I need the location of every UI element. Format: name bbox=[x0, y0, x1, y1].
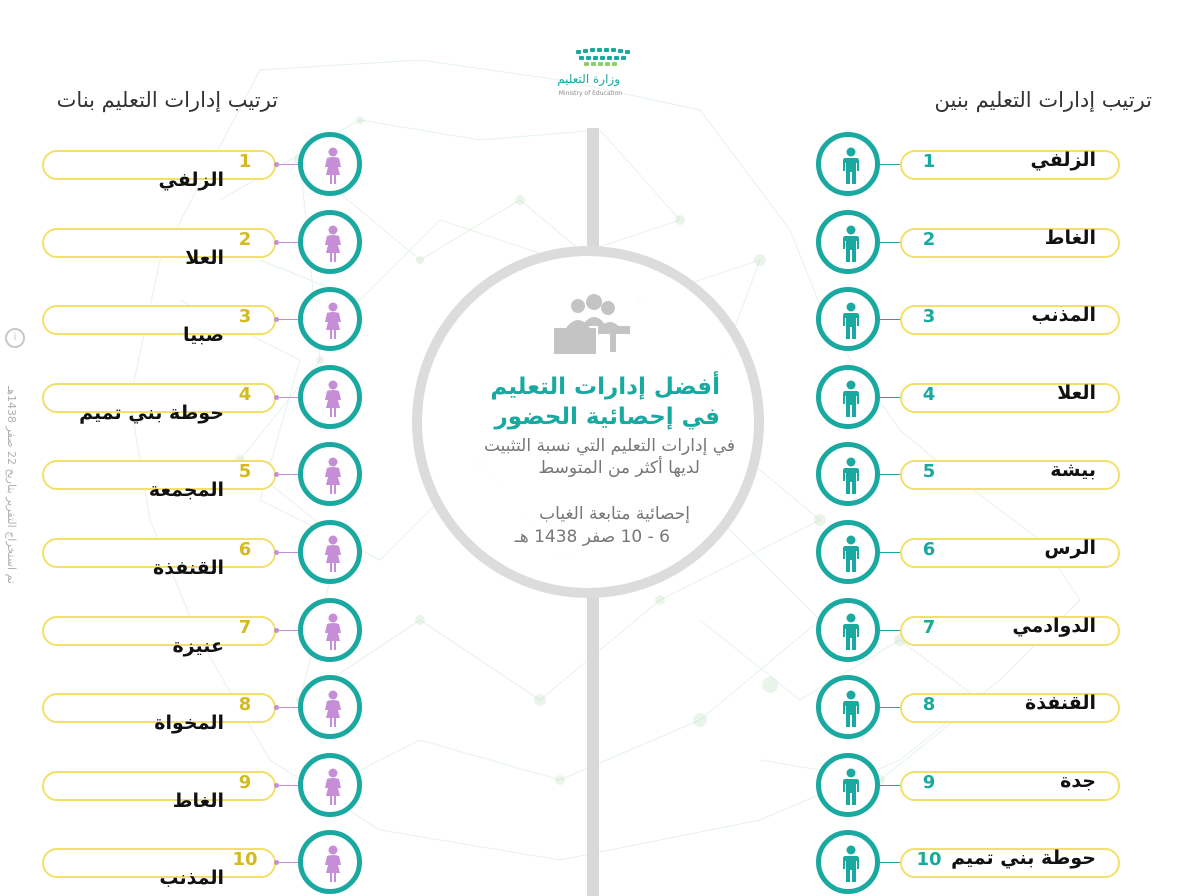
boys-connector-line bbox=[880, 164, 902, 165]
male-person-icon bbox=[840, 302, 862, 340]
girls-rank-number: 4 bbox=[238, 384, 252, 405]
logo-mark-icon bbox=[572, 46, 642, 70]
boys-avatar-circle bbox=[816, 442, 880, 506]
male-person-icon bbox=[840, 457, 862, 495]
girls-connector-dot bbox=[274, 550, 279, 555]
girls-rank-number: 9 bbox=[238, 772, 252, 793]
center-headline-line2: في إحصائية الحضور bbox=[494, 404, 720, 430]
boys-school-name: بيشة bbox=[1050, 459, 1096, 481]
girls-ranking-row bbox=[42, 365, 362, 431]
girls-connector-dot bbox=[274, 705, 279, 710]
girls-avatar-circle bbox=[298, 598, 362, 662]
girls-school-name: المجمعة bbox=[148, 479, 224, 501]
boys-rank-number: 10 bbox=[916, 849, 942, 870]
female-person-icon bbox=[322, 845, 344, 883]
girls-ranking-row bbox=[42, 520, 362, 586]
female-person-icon bbox=[322, 457, 344, 495]
girls-avatar-circle bbox=[298, 132, 362, 196]
center-divider-bottom bbox=[587, 596, 599, 896]
female-person-icon bbox=[322, 147, 344, 185]
boys-avatar-circle bbox=[816, 520, 880, 584]
center-headline-line1: أفضل إدارات التعليم bbox=[490, 374, 720, 400]
center-subtitle-line1: في إدارات التعليم التي نسبة التثبيت bbox=[483, 436, 735, 456]
boys-school-name: العلا bbox=[1057, 382, 1096, 404]
girls-connector-line bbox=[276, 630, 300, 631]
girls-ranking-row bbox=[42, 210, 362, 276]
male-person-icon bbox=[840, 613, 862, 651]
boys-avatar-circle bbox=[816, 830, 880, 894]
boys-school-name: الرس bbox=[1044, 537, 1096, 559]
side-info-badge: i bbox=[5, 328, 25, 348]
girls-connector-dot bbox=[274, 240, 279, 245]
boys-column-title: ترتيب إدارات التعليم بنين bbox=[934, 88, 1152, 112]
boys-school-name: الزلفي bbox=[1030, 149, 1096, 171]
girls-school-name: حوطة بني تميم bbox=[79, 402, 224, 424]
boys-rank-number: 2 bbox=[922, 229, 936, 250]
girls-rank-number: 1 bbox=[238, 151, 252, 172]
boys-connector-line bbox=[880, 474, 902, 475]
boys-avatar-circle bbox=[816, 753, 880, 817]
boys-avatar-circle bbox=[816, 365, 880, 429]
female-person-icon bbox=[322, 613, 344, 651]
girls-connector-dot bbox=[274, 783, 279, 788]
classroom-icon bbox=[548, 288, 638, 356]
girls-rank-number: 7 bbox=[238, 617, 252, 638]
boys-rank-number: 8 bbox=[922, 694, 936, 715]
female-person-icon bbox=[322, 690, 344, 728]
boys-avatar-circle bbox=[816, 210, 880, 274]
boys-avatar-circle bbox=[816, 598, 880, 662]
girls-connector-dot bbox=[274, 472, 279, 477]
girls-connector-line bbox=[276, 164, 300, 165]
boys-rank-number: 6 bbox=[922, 539, 936, 560]
girls-school-name: المخواة bbox=[154, 712, 224, 734]
girls-school-name: القنفذة bbox=[153, 557, 224, 579]
male-person-icon bbox=[840, 225, 862, 263]
female-person-icon bbox=[322, 535, 344, 573]
girls-column-title: ترتيب إدارات التعليم بنات bbox=[56, 88, 278, 112]
girls-connector-dot bbox=[274, 162, 279, 167]
girls-school-name: عنيزة bbox=[172, 635, 224, 657]
center-subtitle-line2: لديها أكثر من المتوسط bbox=[538, 458, 700, 478]
girls-ranking-row bbox=[42, 287, 362, 353]
girls-ranking-row bbox=[42, 598, 362, 664]
girls-avatar-circle bbox=[298, 753, 362, 817]
girls-ranking-row bbox=[42, 830, 362, 896]
girls-connector-line bbox=[276, 397, 300, 398]
boys-connector-line bbox=[880, 785, 902, 786]
center-stat-line1: إحصائية متابعة الغياب bbox=[539, 504, 690, 524]
boys-connector-line bbox=[880, 552, 902, 553]
girls-avatar-circle bbox=[298, 520, 362, 584]
boys-connector-line bbox=[880, 707, 902, 708]
boys-connector-line bbox=[880, 319, 902, 320]
boys-school-name: القنفذة bbox=[1025, 692, 1096, 714]
girls-avatar-circle bbox=[298, 442, 362, 506]
girls-school-name: صبيا bbox=[182, 324, 224, 346]
boys-school-name: جدة bbox=[1060, 770, 1096, 792]
boys-connector-line bbox=[880, 242, 902, 243]
center-stat-line2: 6 - 10 صفر 1438 هـ bbox=[514, 527, 670, 547]
girls-rank-number: 5 bbox=[238, 461, 252, 482]
center-divider-top bbox=[587, 128, 599, 248]
girls-connector-line bbox=[276, 707, 300, 708]
girls-connector-line bbox=[276, 862, 300, 863]
boys-ranking-row bbox=[816, 675, 1122, 741]
boys-ranking-row bbox=[816, 598, 1122, 664]
boys-rank-number: 4 bbox=[922, 384, 936, 405]
girls-school-name: الغاط bbox=[172, 790, 224, 812]
girls-rank-number: 2 bbox=[238, 229, 252, 250]
boys-rank-number: 1 bbox=[922, 151, 936, 172]
male-person-icon bbox=[840, 147, 862, 185]
girls-rank-number: 6 bbox=[238, 539, 252, 560]
girls-connector-line bbox=[276, 319, 300, 320]
male-person-icon bbox=[840, 380, 862, 418]
girls-connector-dot bbox=[274, 395, 279, 400]
boys-school-name: الغاط bbox=[1044, 227, 1096, 249]
female-person-icon bbox=[322, 380, 344, 418]
boys-ranking-row bbox=[816, 132, 1122, 198]
boys-connector-line bbox=[880, 862, 902, 863]
female-person-icon bbox=[322, 225, 344, 263]
boys-avatar-circle bbox=[816, 675, 880, 739]
logo-text-english: Ministry of Education bbox=[558, 90, 622, 97]
boys-avatar-circle bbox=[816, 287, 880, 351]
male-person-icon bbox=[840, 690, 862, 728]
boys-school-name: الدوادمي bbox=[1012, 615, 1096, 637]
female-person-icon bbox=[322, 302, 344, 340]
girls-rank-number: 8 bbox=[238, 694, 252, 715]
girls-connector-line bbox=[276, 785, 300, 786]
boys-school-name: حوطة بني تميم bbox=[951, 847, 1096, 869]
boys-ranking-row bbox=[816, 830, 1122, 896]
side-report-date-note: تم استخراج التقرير بتاريخ 22 صفر 1438هـ bbox=[5, 386, 18, 584]
boys-school-name: المذنب bbox=[1031, 304, 1096, 326]
girls-avatar-circle bbox=[298, 830, 362, 894]
boys-ranking-row bbox=[816, 520, 1122, 586]
boys-ranking-row bbox=[816, 210, 1122, 276]
boys-rank-number: 5 bbox=[922, 461, 936, 482]
girls-school-name: المذنب bbox=[159, 867, 224, 889]
boys-rank-number: 7 bbox=[922, 617, 936, 638]
boys-ranking-row bbox=[816, 365, 1122, 431]
girls-rank-number: 10 bbox=[232, 849, 258, 870]
male-person-icon bbox=[840, 535, 862, 573]
ministry-logo bbox=[540, 46, 640, 106]
male-person-icon bbox=[840, 845, 862, 883]
boys-ranking-row bbox=[816, 442, 1122, 508]
boys-connector-line bbox=[880, 397, 902, 398]
girls-avatar-circle bbox=[298, 365, 362, 429]
girls-ranking-row bbox=[42, 675, 362, 741]
girls-connector-line bbox=[276, 474, 300, 475]
girls-rank-number: 3 bbox=[238, 306, 252, 327]
boys-avatar-circle bbox=[816, 132, 880, 196]
boys-ranking-row bbox=[816, 753, 1122, 819]
boys-connector-line bbox=[880, 630, 902, 631]
logo-text-arabic: وزارة التعليم bbox=[557, 72, 620, 86]
girls-school-name: العلا bbox=[185, 247, 224, 269]
girls-connector-dot bbox=[274, 628, 279, 633]
girls-connector-dot bbox=[274, 317, 279, 322]
girls-avatar-circle bbox=[298, 287, 362, 351]
female-person-icon bbox=[322, 768, 344, 806]
girls-avatar-circle bbox=[298, 210, 362, 274]
girls-school-name: الزلفي bbox=[158, 169, 224, 191]
boys-ranking-row bbox=[816, 287, 1122, 353]
girls-avatar-circle bbox=[298, 675, 362, 739]
girls-ranking-row bbox=[42, 442, 362, 508]
girls-connector-line bbox=[276, 552, 300, 553]
boys-rank-number: 3 bbox=[922, 306, 936, 327]
girls-connector-line bbox=[276, 242, 300, 243]
girls-ranking-row bbox=[42, 132, 362, 198]
girls-connector-dot bbox=[274, 860, 279, 865]
male-person-icon bbox=[840, 768, 862, 806]
boys-rank-number: 9 bbox=[922, 772, 936, 793]
girls-ranking-row bbox=[42, 753, 362, 819]
